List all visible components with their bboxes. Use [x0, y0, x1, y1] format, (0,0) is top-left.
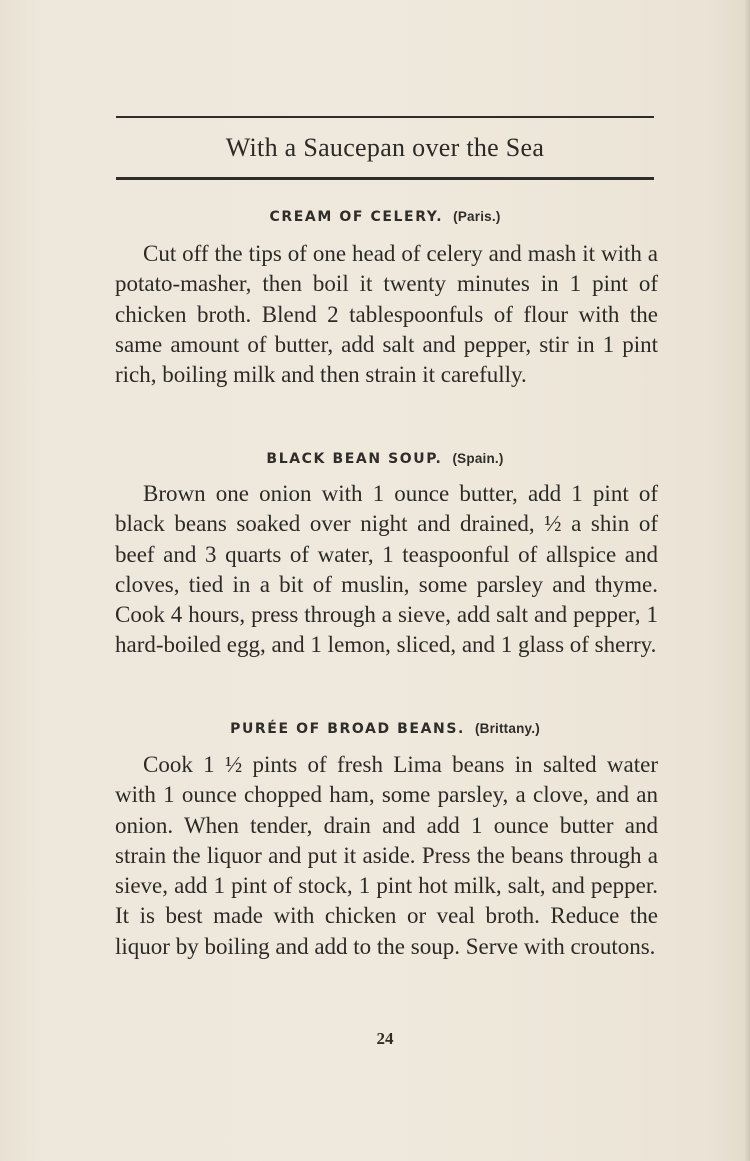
recipe-origin: (Brittany.) — [474, 721, 540, 736]
recipe-origin: (Paris.) — [453, 209, 501, 224]
header-rule-top — [116, 116, 654, 118]
header-rule-bottom — [116, 177, 654, 180]
running-head: With a Saucepan over the Sea — [225, 133, 545, 162]
recipe-body: Cook 1 ½ pints of fresh Lima beans in salted water with 1 ounce chopped ham, some parsley, a clove, and an onion. When tender, drain and add 1 ounce butter and strain the liquor and put it aside. Press the beans through a sieve, add 1 pint of stock, 1 pint hot milk, salt, and pepper. It is best made with chicken or veal broth. Reduce the liquor by boiling and add to the soup. Serve with croutons. — [115, 752, 658, 959]
recipe-text-black-bean-soup — [115, 479, 658, 661]
recipe-origin: (Spain.) — [452, 451, 504, 466]
page-number: 24 — [376, 1029, 394, 1048]
recipe-heading-puree-of-broad-beans — [116, 721, 654, 737]
recipe-title: PURÉE OF BROAD BEANS. — [230, 721, 465, 737]
recipe-body: Cut off the tips of one head of celery and mash it with a potato-masher, then boil it twenty minutes in 1 pint of chicken broth. Blend 2 tablespoonfuls of flour with the same amount of butter, add salt and pepper, stir in 1 pint rich, boiling milk and then strain it carefully. — [115, 241, 658, 388]
recipe-heading-black-bean-soup — [116, 451, 654, 467]
recipe-text-cream-of-celery — [115, 239, 658, 390]
recipe-body: Brown one onion with 1 ounce butter, add 1 pint of black beans soaked over night and drained, ½ a shin of beef and 3 quarts of water, 1 teaspoonful of allspice and cloves, tied in a bit of muslin, some parsley and thyme. Cook 4 hours, press through a sieve, add salt and pepper, 1 hard-boiled egg, and 1 lemon, sliced, and 1 glass of sherry. — [115, 481, 658, 658]
recipe-heading-cream-of-celery — [116, 209, 654, 225]
recipe-title: CREAM OF CELERY. — [269, 209, 444, 225]
recipe-text-puree-of-broad-beans — [115, 750, 658, 962]
page-edge-shadow — [744, 0, 750, 1161]
recipe-title: BLACK BEAN SOUP. — [266, 451, 443, 467]
